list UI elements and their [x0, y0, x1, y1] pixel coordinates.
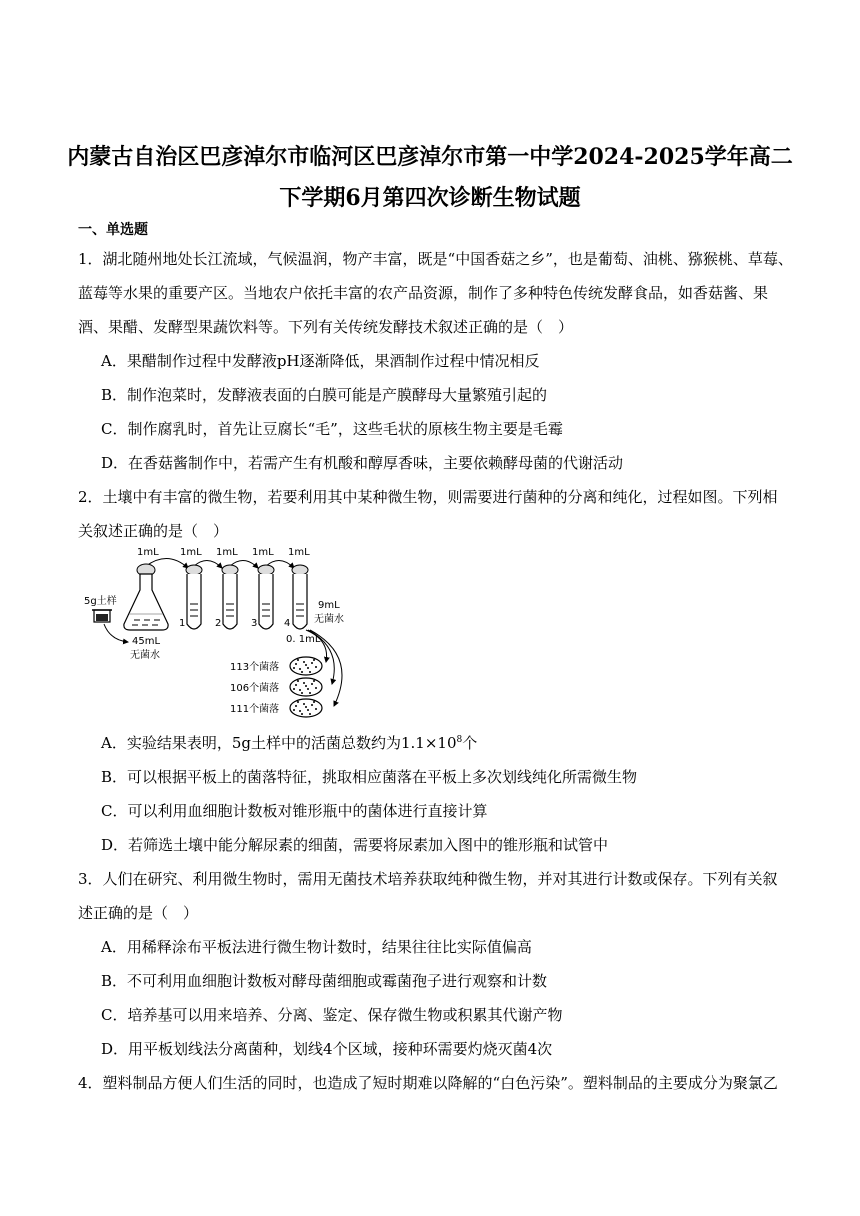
tube-volume: 9mL [318, 600, 340, 611]
colony-label-1: 113个菌落 [230, 662, 280, 673]
transfer-label-5: 1mL [288, 547, 310, 558]
q2-option-a [101, 732, 477, 753]
colony-label-2: 106个菌落 [230, 683, 280, 694]
q2-option-d: D．若筛选土壤中能分解尿素的细菌，需要将尿素加入图中的锥形瓶和试管中 [101, 836, 609, 854]
q1-option-c: C．制作腐乳时，首先让豆腐长“毛”，这些毛状的原核生物主要是毛霉 [101, 420, 563, 438]
tube-number-2: 2 [215, 618, 222, 629]
test-tube-3 [258, 565, 274, 629]
q3-stem-line1: 3．人们在研究、利用微生物时，需用无菌技术培养获取纯种微生物，并对其进行计数或保存。下列有关叙 [78, 870, 778, 888]
tube-water: 无菌水 [314, 614, 344, 625]
q3-stem-line2: 述正确的是（ ） [78, 904, 199, 922]
q3-option-c: C．培养基可以用来培养、分离、鉴定、保存微生物或积累其代谢产物 [101, 1006, 563, 1024]
q4-stem-line1: 4．塑料制品方便人们生活的同时，也造成了短时期难以降解的“白色污染”。塑料制品的主要成分为聚氯乙 [78, 1074, 778, 1092]
q1-stem-line2: 蓝莓等水果的重要产区。当地农户依托丰富的农产品资源，制作了多种特色传统发酵食品，如香菇酱、果 [78, 284, 769, 302]
dilution-diagram [80, 544, 370, 724]
tube-number-3: 3 [251, 618, 258, 629]
q3-option-b: B．不可利用血细胞计数板对酵母菌细胞或霉菌孢子进行观察和计数 [101, 972, 548, 990]
transfer-label-3: 1mL [216, 547, 238, 558]
petri-dish-1 [290, 657, 322, 675]
q2-option-a-exponent: 8 [456, 735, 463, 745]
colony-label-3: 111个菌落 [230, 704, 280, 715]
exam-title-line2: 下学期6月第四次诊断生物试题 [279, 185, 581, 211]
soil-container-icon [92, 610, 112, 622]
test-tube-1 [186, 565, 202, 629]
q1-stem-line1: 1．湖北随州地处长江流域，气候温润，物产丰富，既是“中国香菇之乡”，也是葡萄、油桃、猕猴桃、草莓、 [78, 250, 793, 268]
q2-option-c: C．可以利用血细胞计数板对锥形瓶中的菌体进行直接计算 [101, 802, 488, 820]
q1-option-a: A．果醋制作过程中发酵液pH逐渐降低，果酒制作过程中情况相反 [101, 352, 540, 370]
q2-option-a-text: A．实验结果表明，5g土样中的活菌总数约为1.1×10 [101, 734, 457, 752]
test-tube-2 [222, 565, 238, 629]
transfer-label-4: 1mL [252, 547, 274, 558]
soil-label: 5g土样 [84, 596, 117, 607]
section-heading: 一、单选题 [78, 222, 148, 238]
q2-option-a-suffix: 个 [462, 734, 478, 752]
test-tube-4 [292, 565, 308, 629]
q3-option-a: A．用稀释涂布平板法进行微生物计数时，结果往往比实际值偏高 [101, 938, 532, 956]
tube-number-1: 1 [179, 618, 186, 629]
tube-number-4: 4 [284, 618, 291, 629]
flask-icon [124, 564, 168, 630]
q1-option-d: D．在香菇酱制作中，若需产生有机酸和醇厚香味，主要依赖酵母菌的代谢活动 [101, 454, 624, 472]
transfer-label-2: 1mL [180, 547, 202, 558]
flask-water: 无菌水 [130, 650, 160, 661]
transfer-label-1: 1mL [137, 547, 159, 558]
q2-stem-line2: 关叙述正确的是（ ） [78, 522, 229, 540]
petri-dish-2 [290, 678, 322, 696]
q3-option-d: D．用平板划线法分离菌种，划线4个区域，接种环需要灼烧灭菌4次 [101, 1040, 553, 1058]
q1-option-b: B．制作泡菜时，发酵液表面的白膜可能是产膜酵母大量繁殖引起的 [101, 386, 548, 404]
q2-stem-line1: 2．土壤中有丰富的微生物，若要利用其中某种微生物，则需要进行菌种的分离和纯化，过程如图。下列相 [78, 488, 778, 506]
flask-volume: 45mL [132, 636, 161, 647]
exam-title-line1: 内蒙古自治区巴彦淖尔市临河区巴彦淖尔市第一中学2024-2025学年高二 [67, 144, 793, 170]
q2-option-b: B．可以根据平板上的菌落特征，挑取相应菌落在平板上多次划线纯化所需微生物 [101, 768, 638, 786]
petri-dish-3 [290, 699, 322, 717]
q1-stem-line3: 酒、果醋、发酵型果蔬饮料等。下列有关传统发酵技术叙述正确的是（ ） [78, 318, 574, 336]
plating-volume: 0. 1mL [286, 634, 321, 645]
